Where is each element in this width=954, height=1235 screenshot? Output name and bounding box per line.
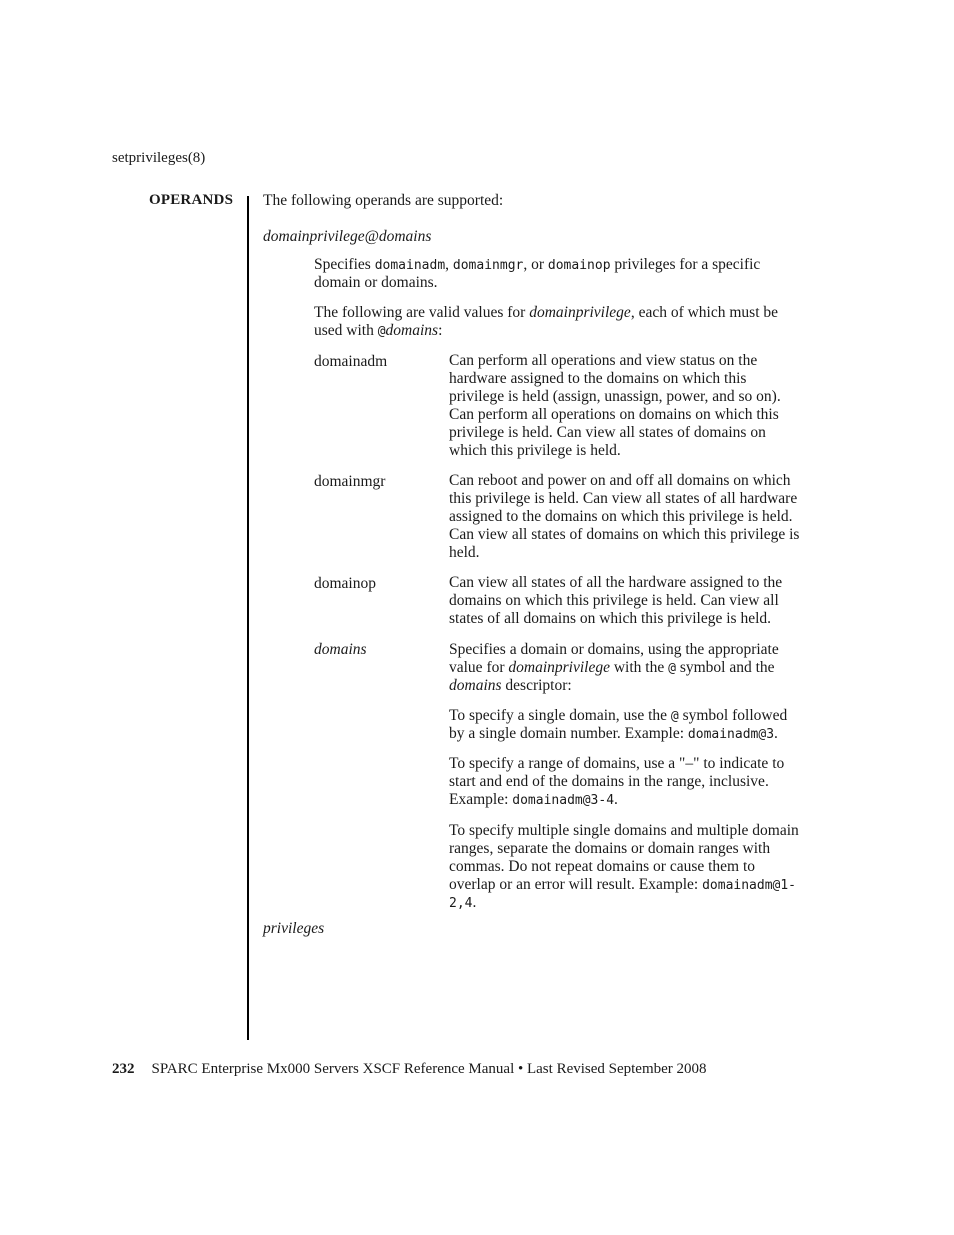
- value-desc-line: ranges, separate the domains or domain ranges with: [449, 840, 771, 857]
- operand-term-domainprivilege: domainprivilege@domains: [263, 228, 432, 245]
- value-desc-line: domains descriptor:: [449, 677, 572, 694]
- value-desc-line: states of all domains on which this privilege is held.: [449, 610, 772, 627]
- value-desc-line: Can perform all operations and view status on the: [449, 352, 758, 369]
- operands-intro: The following operands are supported:: [263, 192, 504, 209]
- operand-desc-line: domain or domains.: [314, 274, 438, 291]
- value-desc-line: Can perform all operations on domains on which this: [449, 406, 779, 423]
- value-desc-line: by a single domain number. Example: domainadm@3.: [449, 725, 778, 742]
- value-desc-line: held.: [449, 544, 480, 561]
- value-desc-line: hardware assigned to the domains on which this: [449, 370, 747, 387]
- value-desc-line: value for domainprivilege with the @ symbol and the: [449, 659, 775, 676]
- value-desc-line: To specify a single domain, use the @ symbol followed: [449, 707, 788, 724]
- value-term-domainmgr: domainmgr: [314, 473, 386, 490]
- value-desc-line: Example: domainadm@3-4.: [449, 791, 618, 808]
- value-term-domains: domains: [314, 641, 367, 658]
- footer-title: SPARC Enterprise Mx000 Servers XSCF Reference Manual • Last Revised September 2008: [151, 1061, 707, 1077]
- value-desc-line: Can reboot and power on and off all domains on which: [449, 472, 791, 489]
- value-term-domainop: domainop: [314, 575, 376, 592]
- value-desc-line: assigned to the domains on which this privilege is held.: [449, 508, 793, 525]
- value-desc-line: Can view all states of all the hardware assigned to the: [449, 574, 783, 591]
- code-domainop: domainop: [547, 258, 611, 273]
- value-desc-line: commas. Do not repeat domains or cause them to: [449, 858, 756, 875]
- code-domainmgr: domainmgr: [452, 258, 524, 273]
- operand-desc-line: Specifies domainadm, domainmgr, or domainop privileges for a specific: [314, 256, 761, 273]
- value-desc-line: this privilege is held. Can view all states of all hardware: [449, 490, 798, 507]
- section-vertical-rule: [247, 196, 249, 1040]
- value-desc-line: privilege is held. Can view all states of domains on: [449, 424, 766, 441]
- code-example: 2,4: [449, 896, 473, 911]
- code-domainadm: domainadm: [374, 258, 446, 273]
- value-desc-line: To specify a range of domains, use a "–" to indicate to: [449, 755, 785, 772]
- section-heading-operands: OPERANDS: [149, 192, 234, 208]
- value-desc-line: start and end of the domains in the range, inclusive.: [449, 773, 769, 790]
- page-footer: [112, 1061, 707, 1078]
- page-number: 232: [112, 1061, 135, 1077]
- value-desc-line: Can view all states of domains on which this privilege is: [449, 526, 800, 543]
- value-desc-line: To specify multiple single domains and multiple domain: [449, 822, 799, 839]
- value-desc-line: privilege is held (assign, unassign, power, and so on).: [449, 388, 781, 405]
- value-desc-line: domains on which this privilege is held. Can view all: [449, 592, 779, 609]
- operand-desc-line: used with @domains:: [314, 322, 443, 339]
- code-example: domainadm@3: [687, 727, 775, 742]
- value-desc-line: which this privilege is held.: [449, 442, 621, 459]
- running-header: setprivileges(8): [112, 150, 206, 166]
- operand-desc-line: The following are valid values for domainprivilege, each of which must be: [314, 304, 779, 321]
- value-desc-line: 2,4.: [449, 894, 477, 911]
- operand-term-privileges: privileges: [263, 920, 325, 937]
- value-term-domainadm: domainadm: [314, 353, 388, 370]
- code-example: domainadm@1-: [702, 878, 797, 893]
- value-desc-line: Specifies a domain or domains, using the appropriate: [449, 641, 779, 658]
- code-example: domainadm@3-4: [512, 793, 615, 808]
- value-desc-line: overlap or an error will result. Example: domainadm@1-: [449, 876, 797, 893]
